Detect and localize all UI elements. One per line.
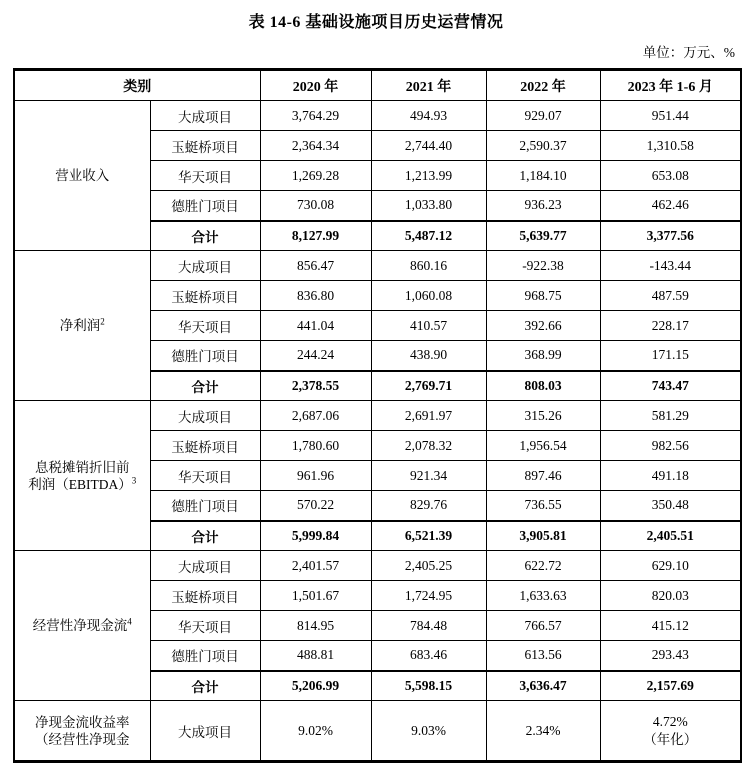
value-cell: 736.55 xyxy=(486,491,600,521)
value-cell: 2,401.57 xyxy=(260,551,371,581)
value-cell: 441.04 xyxy=(260,311,371,341)
header-year-2023h1: 2023 年 1-6 月 xyxy=(600,70,741,101)
value-cell: 1,633.63 xyxy=(486,581,600,611)
value-cell: 814.95 xyxy=(260,611,371,641)
value-cell: 982.56 xyxy=(600,431,741,461)
value-main: 4.72% xyxy=(652,713,688,729)
table-row xyxy=(14,251,741,281)
header-year-2021: 2021 年 xyxy=(371,70,486,101)
value-cell: 462.46 xyxy=(600,191,741,221)
project-cell: 华天项目 xyxy=(150,611,260,641)
value-cell: 410.57 xyxy=(371,311,486,341)
unit-label: 单位：万元、% xyxy=(642,45,735,60)
value-cell: 494.93 xyxy=(371,101,486,131)
project-cell: 大成项目 xyxy=(150,251,260,281)
table-row xyxy=(14,701,741,762)
table-row xyxy=(14,551,741,581)
project-cell: 华天项目 xyxy=(150,461,260,491)
total-value-cell: 2,769.71 xyxy=(371,371,486,401)
project-cell: 玉蜓桥项目 xyxy=(150,131,260,161)
value-cell: 836.80 xyxy=(260,281,371,311)
project-cell: 华天项目 xyxy=(150,311,260,341)
value-cell: 2,405.25 xyxy=(371,551,486,581)
project-cell: 玉蜓桥项目 xyxy=(150,431,260,461)
project-cell: 大成项目 xyxy=(150,701,260,762)
header-year-2020: 2020 年 xyxy=(260,70,371,101)
value-cell: -143.44 xyxy=(600,251,741,281)
infrastructure-operations-table xyxy=(13,68,742,763)
value-cell: 683.46 xyxy=(371,641,486,671)
value-cell: 951.44 xyxy=(600,101,741,131)
total-value-cell: 808.03 xyxy=(486,371,600,401)
value-cell: 860.16 xyxy=(371,251,486,281)
table-row xyxy=(14,101,741,131)
value-cell: 438.90 xyxy=(371,341,486,371)
value-cell: 368.99 xyxy=(486,341,600,371)
value-cell: 856.47 xyxy=(260,251,371,281)
table-row xyxy=(14,401,741,431)
total-value-cell: 2,405.51 xyxy=(600,521,741,551)
header-category: 类别 xyxy=(14,70,260,101)
total-label-cell: 合计 xyxy=(150,671,260,701)
section-label-operating-cashflow: 经营性净现金流$^4$ xyxy=(14,551,150,701)
section-label-net-profit: 净利润$^2$ xyxy=(14,251,150,401)
value-cell: 1,033.80 xyxy=(371,191,486,221)
total-label-cell: 合计 xyxy=(150,521,260,551)
project-cell: 大成项目 xyxy=(150,551,260,581)
footnote-sup: 4 xyxy=(127,616,132,627)
value-cell: 1,213.99 xyxy=(371,161,486,191)
page-title: 表 14-6 基础设施项目历史运营情况 xyxy=(248,14,504,31)
value-cell: 392.66 xyxy=(486,311,600,341)
value-cell: 9.03% xyxy=(371,701,486,762)
total-label-cell: 合计 xyxy=(150,371,260,401)
value-cell: 897.46 xyxy=(486,461,600,491)
value-cell: 9.02% xyxy=(260,701,371,762)
total-value-cell: 5,639.77 xyxy=(486,221,600,251)
project-cell: 德胜门项目 xyxy=(150,191,260,221)
value-cell: 350.48 xyxy=(600,491,741,521)
value-annotation: （年化） xyxy=(643,731,698,747)
value-cell: 613.56 xyxy=(486,641,600,671)
value-cell: 968.75 xyxy=(486,281,600,311)
section-label-ebitda: 息税摊销折旧前利润（EBITDA）$^3$ xyxy=(14,401,150,551)
header-year-2022: 2022 年 xyxy=(486,70,600,101)
footnote-sup: 3 xyxy=(131,475,137,485)
value-cell: 653.08 xyxy=(600,161,741,191)
total-value-cell: 3,905.81 xyxy=(486,521,600,551)
value-cell: 3,764.29 xyxy=(260,101,371,131)
value-cell: 491.18 xyxy=(600,461,741,491)
project-cell: 玉蜓桥项目 xyxy=(150,281,260,311)
total-value-cell: 5,999.84 xyxy=(260,521,371,551)
value-cell: 415.12 xyxy=(600,611,741,641)
value-cell: 622.72 xyxy=(486,551,600,581)
total-value-cell: 5,487.12 xyxy=(371,221,486,251)
value-cell: 1,269.28 xyxy=(260,161,371,191)
project-cell: 德胜门项目 xyxy=(150,641,260,671)
project-cell: 大成项目 xyxy=(150,401,260,431)
value-cell: 488.81 xyxy=(260,641,371,671)
project-cell: 大成项目 xyxy=(150,101,260,131)
total-label-cell: 合计 xyxy=(150,221,260,251)
value-cell: 629.10 xyxy=(600,551,741,581)
value-cell: 1,060.08 xyxy=(371,281,486,311)
value-cell: 228.17 xyxy=(600,311,741,341)
value-cell: 929.07 xyxy=(486,101,600,131)
value-cell: 2,687.06 xyxy=(260,401,371,431)
total-value-cell: 3,636.47 xyxy=(486,671,600,701)
total-value-cell: 3,377.56 xyxy=(600,221,741,251)
footnote-sup: 2 xyxy=(100,316,105,327)
value-cell: 1,780.60 xyxy=(260,431,371,461)
section-label-cashflow-yield: 净现金流收益率（经营性净现金 xyxy=(14,701,150,762)
value-cell: 820.03 xyxy=(600,581,741,611)
value-cell: 1,184.10 xyxy=(486,161,600,191)
value-cell: 570.22 xyxy=(260,491,371,521)
value-cell: 829.76 xyxy=(371,491,486,521)
value-cell: 315.26 xyxy=(486,401,600,431)
value-cell: 1,724.95 xyxy=(371,581,486,611)
project-cell: 德胜门项目 xyxy=(150,491,260,521)
value-cell: 730.08 xyxy=(260,191,371,221)
value-cell: 1,310.58 xyxy=(600,131,741,161)
value-cell: -922.38 xyxy=(486,251,600,281)
total-value-cell: 2,378.55 xyxy=(260,371,371,401)
value-cell: 936.23 xyxy=(486,191,600,221)
value-cell: 2.34% xyxy=(486,701,600,762)
total-value-cell: 5,598.15 xyxy=(371,671,486,701)
value-cell: 961.96 xyxy=(260,461,371,491)
section-label-revenue: 营业收入 xyxy=(14,101,150,251)
value-cell: 766.57 xyxy=(486,611,600,641)
header-row xyxy=(14,70,741,101)
value-cell xyxy=(600,701,741,762)
value-cell: 581.29 xyxy=(600,401,741,431)
value-cell: 2,364.34 xyxy=(260,131,371,161)
project-cell: 玉蜓桥项目 xyxy=(150,581,260,611)
total-value-cell: 6,521.39 xyxy=(371,521,486,551)
value-cell: 784.48 xyxy=(371,611,486,641)
value-cell: 293.43 xyxy=(600,641,741,671)
project-cell: 德胜门项目 xyxy=(150,341,260,371)
total-value-cell: 8,127.99 xyxy=(260,221,371,251)
total-value-cell: 2,157.69 xyxy=(600,671,741,701)
value-cell: 2,078.32 xyxy=(371,431,486,461)
value-cell: 2,691.97 xyxy=(371,401,486,431)
project-cell: 华天项目 xyxy=(150,161,260,191)
value-cell: 2,590.37 xyxy=(486,131,600,161)
value-cell: 244.24 xyxy=(260,341,371,371)
value-cell: 2,744.40 xyxy=(371,131,486,161)
value-cell: 921.34 xyxy=(371,461,486,491)
value-cell: 1,501.67 xyxy=(260,581,371,611)
value-cell: 487.59 xyxy=(600,281,741,311)
value-cell: 171.15 xyxy=(600,341,741,371)
value-cell: 1,956.54 xyxy=(486,431,600,461)
total-value-cell: 5,206.99 xyxy=(260,671,371,701)
total-value-cell: 743.47 xyxy=(600,371,741,401)
